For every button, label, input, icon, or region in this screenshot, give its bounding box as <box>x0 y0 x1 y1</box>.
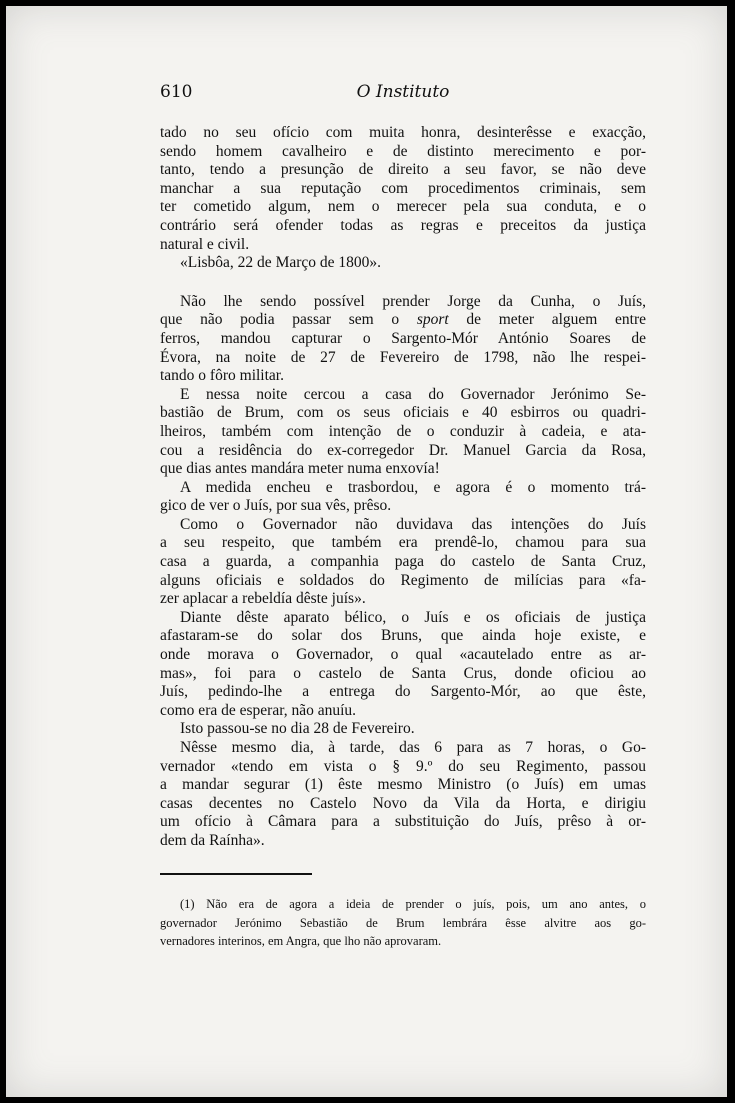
text-line: casa a guarda, a companhia paga do castelo de Santa Cruz, <box>160 553 646 571</box>
text-line: tanto, tendo a presunção de direito a seu favor, se não deve <box>160 161 646 179</box>
text-line: Juís, pedindo-lhe a entrega do Sargento-Mór, ao que êste, <box>160 683 646 701</box>
footnote-line: vernadores interinos, em Angra, que lho não aprovaram. <box>160 934 442 949</box>
text-line: como era de esperar, não anuíu. <box>160 701 357 719</box>
document-page <box>6 6 727 1097</box>
text-line: onde morava o Governador, o qual «acautelado entre as ar- <box>160 646 646 664</box>
text-line: um ofício à Câmara para a substituição do Juís, prêso à or- <box>160 813 646 831</box>
text-line: a seu respeito, que também era prendê-lo, chamou para sua <box>160 534 646 552</box>
text-line: que dias antes mandára meter numa enxovía! <box>160 460 440 478</box>
text-line: ter cometido algum, nem o merecer pela sua conduta, e o <box>160 198 646 216</box>
text-line: A medida encheu e trasbordou, e agora é o momento trá- <box>180 478 646 496</box>
text-line: dem da Raínha». <box>160 831 265 849</box>
text-line: natural e civil. <box>160 235 250 253</box>
text-line: E nessa noite cercou a casa do Governador Jerónimo Se- <box>180 385 646 403</box>
text-line: gico de ver o Juís, por sua vês, prêso. <box>160 497 392 515</box>
text-line: contrário será ofender todas as regras e preceitos da justiça <box>160 216 646 234</box>
text-line: tando o fôro militar. <box>160 367 284 385</box>
text-line: alguns oficiais e soldados do Regimento de milícias para «fa- <box>160 571 646 589</box>
text-line: mas», foi para o castelo de Santa Crus, donde oficiou ao <box>160 664 646 682</box>
text-line: bastião de Brum, com os seus oficiais e 40 esbirros ou quadri- <box>160 404 646 422</box>
text-line: casas decentes no Castelo Novo da Vila da Horta, e dirigiu <box>160 794 646 812</box>
footnote-line: (1) Não era de agora a ideia de prender o juís, pois, um ano antes, o <box>180 897 646 911</box>
text-line: cou a residência do ex-corregedor Dr. Manuel Garcia da Rosa, <box>160 441 646 459</box>
page-header <box>160 82 646 106</box>
text-line: lheiros, também com intenção de o conduzir à cadeia, e ata- <box>160 422 646 440</box>
text-line: Isto passou-se no dia 28 de Fevereiro. <box>180 720 415 738</box>
text-line: a mandar segurar (1) êste mesmo Ministro (o Juís) em umas <box>160 776 646 794</box>
page-number: 610 <box>160 82 193 102</box>
text-line: sendo homem cavalheiro e de distinto merecimento e por- <box>160 142 646 160</box>
text-line: Diante dêste aparato bélico, o Juís e os oficiais de justiça <box>180 608 646 626</box>
footnote-separator <box>160 873 312 875</box>
text-line: manchar a sua reputação com procedimentos criminais, sem <box>160 179 646 197</box>
text-line: ferros, mandou capturar o Sargento-Mór António Soares de <box>160 329 646 347</box>
footnote-line: governador Jerónimo Sebastião de Brum lembrára êsse alvitre aos go- <box>160 915 646 930</box>
dateline: «Lisbôa, 22 de Março de 1800». <box>180 254 382 272</box>
text-line: zer aplacar a rebeldía dêste juís». <box>160 590 366 608</box>
text-line: Évora, na noite de 27 de Fevereiro de 1798, não lhe respei- <box>160 348 646 366</box>
text-line: Como o Governador não duvidava das intenções do Juís <box>180 515 646 533</box>
body-text <box>160 124 646 851</box>
text-line: tado no seu ofício com muita honra, desinterêsse e exacção, <box>160 124 646 141</box>
text-line: Não lhe sendo possível prender Jorge da Cunha, o Juís, <box>180 292 646 310</box>
italic-word: sport <box>416 311 449 329</box>
text-line: Nêsse mesmo dia, à tarde, das 6 para as 7 horas, o Go- <box>180 739 646 756</box>
running-title: O Instituto <box>356 82 450 102</box>
text-line: que não podia passar sem o sport de meter alguem entre <box>160 311 646 329</box>
footnote <box>160 896 646 952</box>
text-line: afastaram-se do solar dos Bruns, que ainda hoje existe, e <box>160 627 646 645</box>
text-line: vernador «tendo em vista o § 9.º do seu Regimento, passou <box>160 757 646 775</box>
